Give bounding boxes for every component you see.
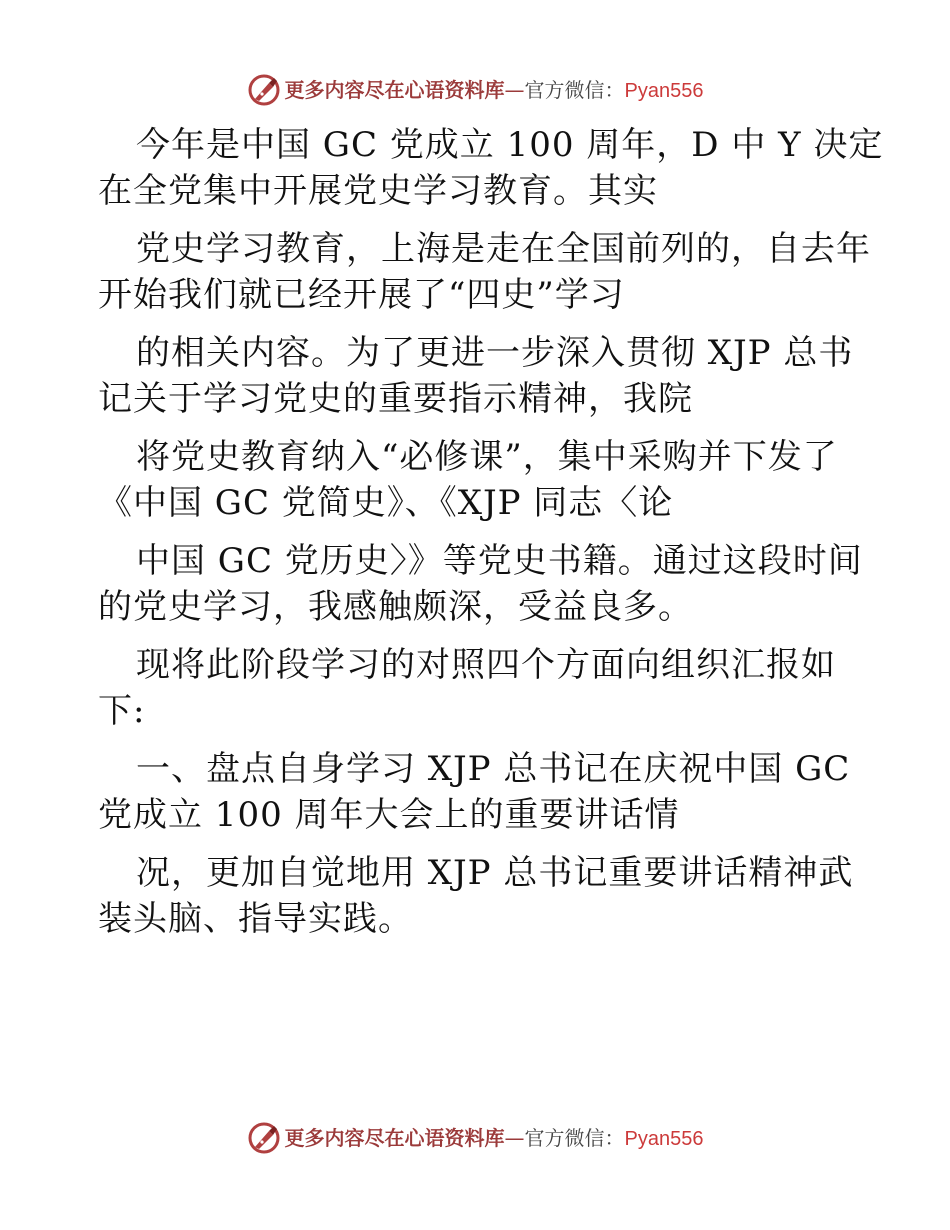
text-line: 况，更加自觉地用 XJP 总书记重要讲话精神武 xyxy=(136,853,854,893)
footer-banner-text: 更多内容尽在心语资料库—官方微信：Pyan556 xyxy=(284,1125,704,1150)
header-banner-text: 更多内容尽在心语资料库—官方微信：Pyan556 xyxy=(284,77,704,102)
text-line: 党成立 100 周年大会上的重要讲话情 xyxy=(98,795,680,835)
text-line: 党史学习教育，上海是走在全国前列的，自去年 xyxy=(136,229,871,269)
footer-banner xyxy=(0,1118,950,1158)
pen-nib-logo-icon xyxy=(247,1121,281,1155)
document-body xyxy=(98,122,884,942)
text-line: 的相关内容。为了更进一步深入贯彻 XJP 总书 xyxy=(136,333,854,373)
text-line: 装头脑、指导实践。 xyxy=(98,899,413,939)
text-line: 中国 GC 党历史〉》等党史书籍。通过这段时间 xyxy=(136,541,863,581)
text-line: 开始我们就已经开展了“四史”学习 xyxy=(98,275,625,315)
text-line: 将党史教育纳入“必修课”，集中采购并下发了 xyxy=(136,437,838,477)
text-line: 在全党集中开展党史学习教育。其实 xyxy=(98,171,658,211)
text-line: 现将此阶段学习的对照四个方面向组织汇报如 xyxy=(136,645,836,685)
text-line: 一、盘点自身学习 XJP 总书记在庆祝中国 GC xyxy=(136,749,851,789)
header-banner xyxy=(0,70,950,110)
pen-nib-logo-icon xyxy=(247,73,281,107)
text-line: 今年是中国 GC 党成立 100 周年，D 中 Y 决定 xyxy=(136,125,884,165)
text-line: 《中国 GC 党简史》、《XJP 同志〈论 xyxy=(98,483,674,523)
text-line: 的党史学习，我感触颇深，受益良多。 xyxy=(98,587,693,627)
text-line: 下: xyxy=(98,691,146,731)
text-line: 记关于学习党史的重要指示精神，我院 xyxy=(98,379,693,419)
